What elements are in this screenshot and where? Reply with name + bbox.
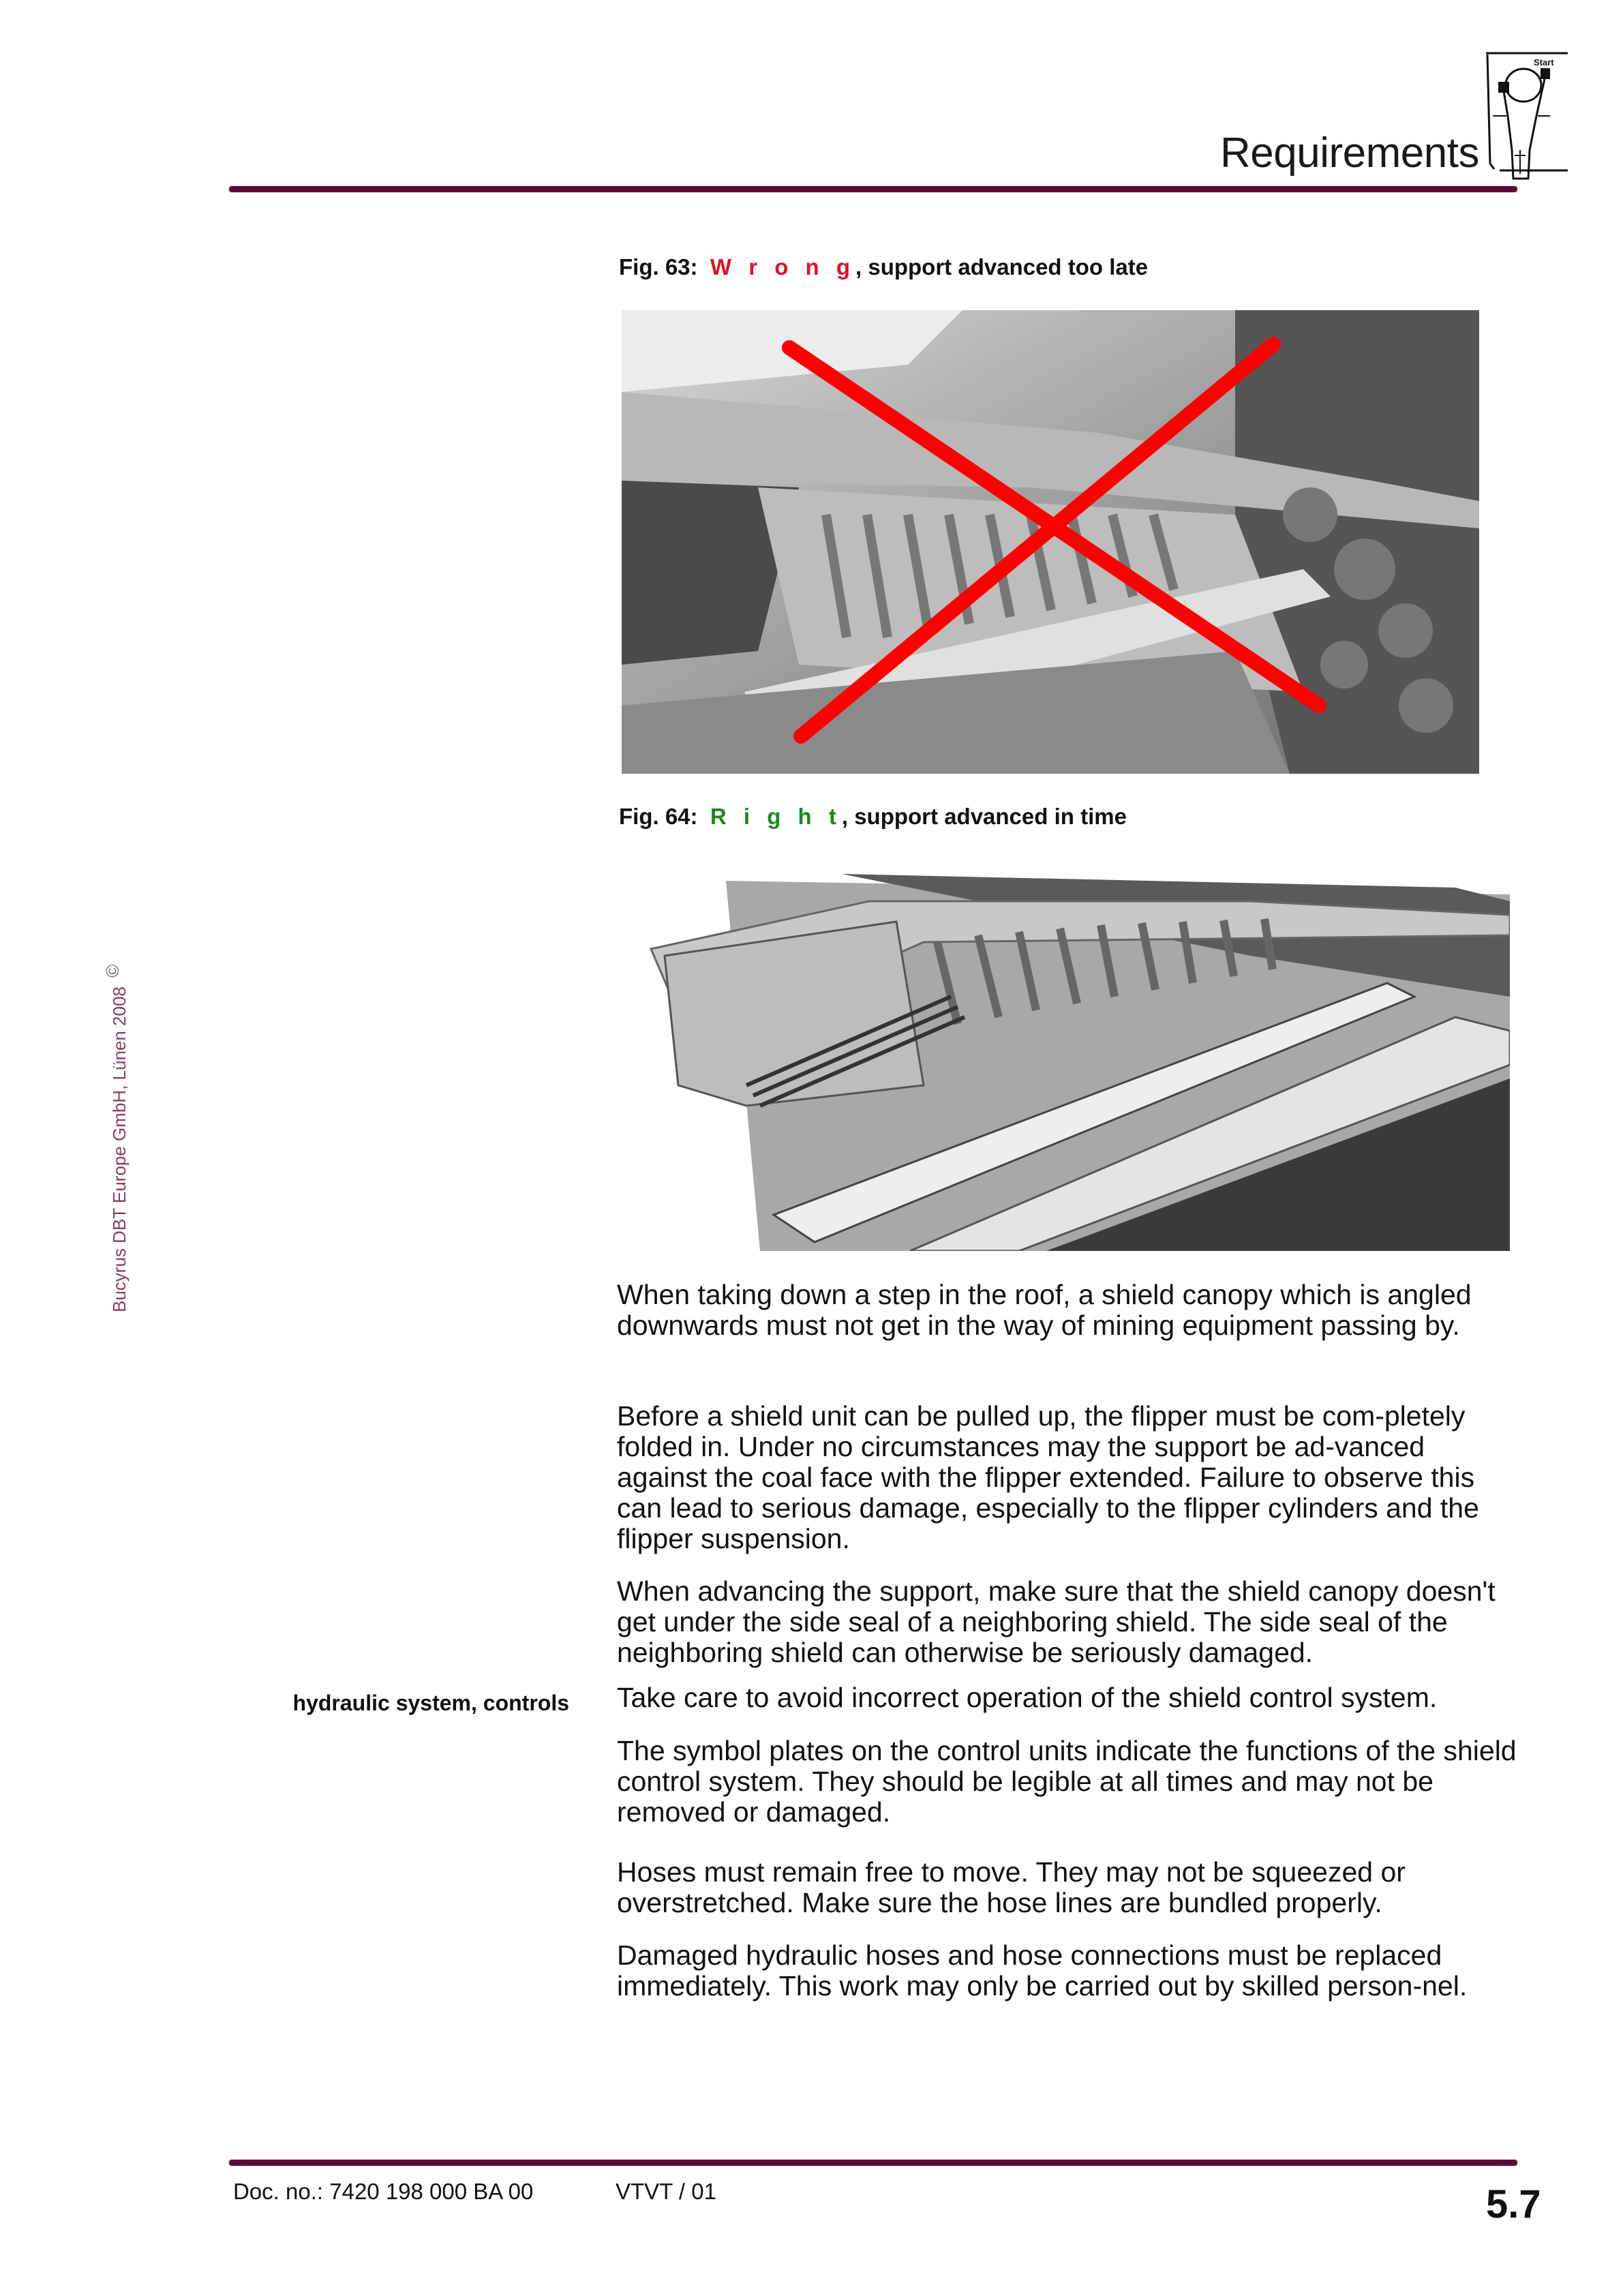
start-operator-icon bbox=[1479, 48, 1575, 184]
figure-64-caption bbox=[619, 803, 1127, 830]
figure-64-image bbox=[637, 860, 1510, 1251]
figure-63-image bbox=[622, 310, 1479, 774]
section-title: Requirements bbox=[1220, 130, 1479, 177]
paragraph-control-operation: Take care to avoid incorrect operation of the shield control system. bbox=[617, 1682, 1438, 1713]
verdict-right: R i g h t bbox=[710, 804, 842, 829]
doc-number: Doc. no.: 7420 198 000 BA 00 bbox=[233, 2179, 534, 2204]
footer-rule bbox=[229, 2160, 1517, 2166]
paragraph-symbol-plates: The symbol plates on the control units indicate the functions of the shield control system. They should be legible at all times and may not be removed or damaged. bbox=[617, 1735, 1517, 1828]
figure-number: Fig. 64: bbox=[619, 804, 698, 829]
verdict-wrong: W r o n g bbox=[710, 254, 856, 280]
page-number: 5.7 bbox=[1486, 2182, 1541, 2226]
copyright-text: Bucyrus DBT Europe GmbH, Lünen 2008 bbox=[109, 986, 130, 1312]
figure-63-caption bbox=[619, 254, 1148, 281]
paragraph-damaged-hoses: Damaged hydraulic hoses and hose connections must be replaced immediately. This work may only be carried out by skilled person-nel. bbox=[617, 1939, 1468, 2002]
paragraph-flipper: Before a shield unit can be pulled up, the flipper must be com-pletely folded in. Under no circumstances may the support be ad-vanced against the coal face with the flipper extended. Failure to observe this can lead to serious damage, especially to the flipper cylinders and the flipper suspension. bbox=[617, 1400, 1479, 1554]
paragraph-hoses: Hoses must remain free to move. They may not be squeezed or overstretched. Make sure the hose lines are bundled properly. bbox=[617, 1856, 1406, 1918]
margin-label-hydraulics: hydraulic system, controls bbox=[292, 1691, 569, 1715]
revision: VTVT / 01 bbox=[616, 2179, 716, 2204]
figure-number: Fig. 63: bbox=[619, 254, 698, 280]
caption-text: , support advanced in time bbox=[841, 804, 1127, 829]
paragraph-roof-step: When taking down a step in the roof, a shield canopy which is angled downwards must not get in the way of mining equipment passing by. bbox=[617, 1279, 1472, 1341]
copyright-symbol: © bbox=[102, 964, 123, 978]
header-rule bbox=[229, 186, 1517, 192]
copyright-vertical bbox=[102, 964, 130, 1312]
caption-text: , support advanced too late bbox=[855, 254, 1149, 280]
paragraph-side-seal: When advancing the support, make sure that the shield canopy doesn't get under the side seal of a neighboring shield. The side seal of the neighboring shield can otherwise be seriously damaged. bbox=[617, 1575, 1496, 1668]
start-label: Start bbox=[1534, 57, 1554, 67]
